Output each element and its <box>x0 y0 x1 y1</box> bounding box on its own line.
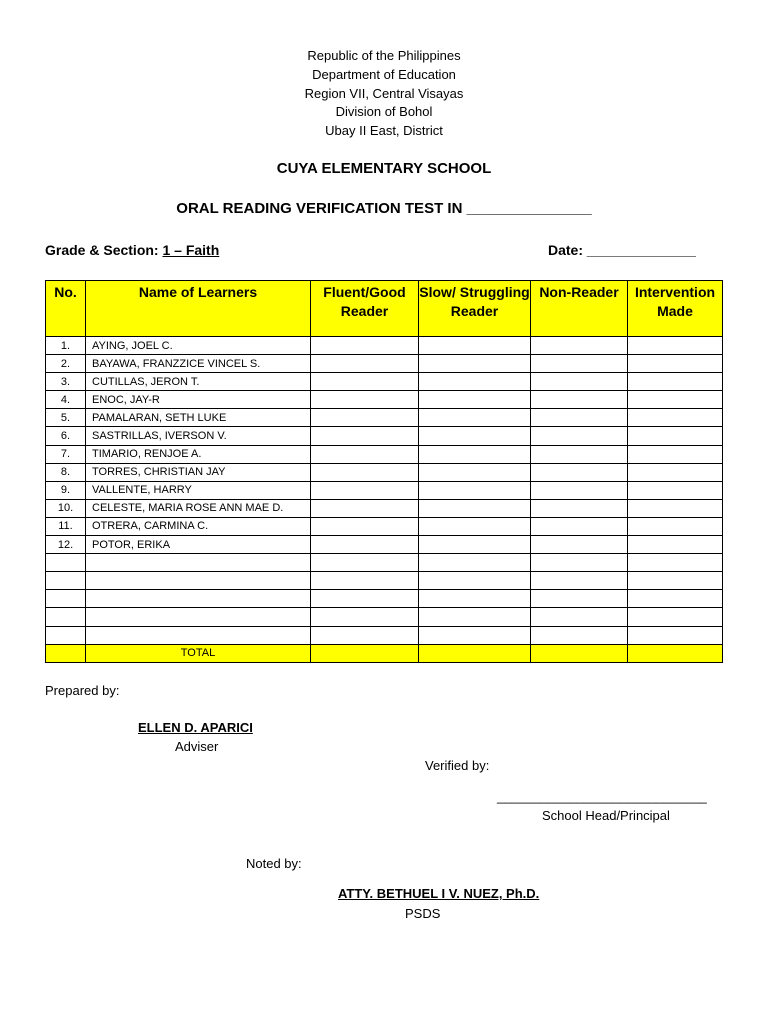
learner-name: SASTRILLAS, IVERSON V. <box>86 427 311 445</box>
row-number: 9. <box>46 481 86 499</box>
cell-non-reader <box>531 463 628 481</box>
table-header-row <box>46 281 723 337</box>
cell-intervention <box>628 536 723 554</box>
cell-non-reader <box>531 373 628 391</box>
cell-slow <box>419 517 531 535</box>
header-line-district: Ubay II East, District <box>325 123 443 139</box>
cell-slow <box>419 463 531 481</box>
cell-slow <box>419 572 531 590</box>
cell-fluent <box>311 608 419 626</box>
learner-name <box>86 590 311 608</box>
col-header-intervention: Intervention Made <box>628 281 723 337</box>
col-header-name: Name of Learners <box>86 281 311 337</box>
cell-slow <box>419 445 531 463</box>
total-label: TOTAL <box>86 644 311 662</box>
cell-intervention <box>628 554 723 572</box>
total-cell-non-reader <box>531 644 628 662</box>
table-row <box>46 463 723 481</box>
header-line-region: Region VII, Central Visayas <box>304 85 464 101</box>
grade-section-label: Grade & Section: <box>45 242 163 258</box>
cell-intervention <box>628 481 723 499</box>
table-row <box>46 608 723 626</box>
cell-intervention <box>628 391 723 409</box>
learner-name: POTOR, ERIKA <box>86 536 311 554</box>
cell-non-reader <box>531 626 628 644</box>
total-row <box>46 644 723 662</box>
row-number <box>46 554 86 572</box>
cell-fluent <box>311 355 419 373</box>
cell-non-reader <box>531 427 628 445</box>
cell-fluent <box>311 572 419 590</box>
school-head-role: School Head/Principal <box>542 808 670 823</box>
cell-non-reader <box>531 409 628 427</box>
adviser-role: Adviser <box>175 739 219 754</box>
learner-name <box>86 572 311 590</box>
row-number: 7. <box>46 445 86 463</box>
cell-non-reader <box>531 337 628 355</box>
cell-fluent <box>311 517 419 535</box>
cell-fluent <box>311 626 419 644</box>
cell-slow <box>419 499 531 517</box>
cell-fluent <box>311 409 419 427</box>
table-row <box>46 409 723 427</box>
cell-non-reader <box>531 391 628 409</box>
learner-name: TORRES, CHRISTIAN JAY <box>86 463 311 481</box>
header-line-division: Division of Bohol <box>335 104 433 120</box>
learner-name: CUTILLAS, JERON T. <box>86 373 311 391</box>
learner-name: OTRERA, CARMINA C. <box>86 517 311 535</box>
table-row <box>46 536 723 554</box>
row-number: 2. <box>46 355 86 373</box>
header-line-republic: Republic of the Philippines <box>307 48 461 63</box>
row-number: 12. <box>46 536 86 554</box>
noted-by-label: Noted by: <box>246 856 302 871</box>
learner-name: ENOC, JAY-R <box>86 391 311 409</box>
cell-intervention <box>628 463 723 481</box>
learner-name: BAYAWA, FRANZZICE VINCEL S. <box>86 355 311 373</box>
cell-non-reader <box>531 355 628 373</box>
col-header-slow: Slow/ Struggling Reader <box>419 281 531 337</box>
cell-intervention <box>628 427 723 445</box>
learners-table <box>45 280 723 663</box>
cell-intervention <box>628 373 723 391</box>
date-field: Date: ______________ <box>548 242 696 258</box>
table-row <box>46 590 723 608</box>
row-number <box>46 590 86 608</box>
cell-slow <box>419 481 531 499</box>
cell-intervention <box>628 590 723 608</box>
cell-intervention <box>628 409 723 427</box>
table-row <box>46 373 723 391</box>
learner-name: PAMALARAN, SETH LUKE <box>86 409 311 427</box>
cell-non-reader <box>531 572 628 590</box>
cell-non-reader <box>531 481 628 499</box>
learner-name: VALLENTE, HARRY <box>86 481 311 499</box>
col-header-fluent: Fluent/Good Reader <box>311 281 419 337</box>
row-number: 11. <box>46 517 86 535</box>
col-header-non-reader: Non-Reader <box>531 281 628 337</box>
row-number: 10. <box>46 499 86 517</box>
cell-fluent <box>311 481 419 499</box>
cell-slow <box>419 337 531 355</box>
cell-intervention <box>628 608 723 626</box>
cell-non-reader <box>531 554 628 572</box>
table-row <box>46 554 723 572</box>
cell-slow <box>419 391 531 409</box>
grade-section-value: 1 – Faith <box>162 242 220 258</box>
cell-slow <box>419 409 531 427</box>
cell-fluent <box>311 536 419 554</box>
adviser-name: ELLEN D. APARICI <box>138 720 253 735</box>
table-row <box>46 626 723 644</box>
cell-slow <box>419 536 531 554</box>
cell-intervention <box>628 626 723 644</box>
cell-fluent <box>311 337 419 355</box>
verified-by-label: Verified by: <box>425 758 490 773</box>
cell-slow <box>419 590 531 608</box>
grade-section <box>45 242 219 258</box>
total-cell-no <box>46 644 86 662</box>
school-head-signature-line: _____________________________ <box>497 789 707 804</box>
cell-slow <box>419 427 531 445</box>
total-cell-slow <box>419 644 531 662</box>
row-number <box>46 626 86 644</box>
learner-name: AYING, JOEL C. <box>86 337 311 355</box>
table-row <box>46 445 723 463</box>
table-row <box>46 499 723 517</box>
row-number <box>46 608 86 626</box>
psds-name: ATTY. BETHUEL I V. NUEZ, Ph.D. <box>338 886 540 901</box>
col-header-no: No. <box>46 281 86 337</box>
agency-header <box>0 47 768 141</box>
cell-non-reader <box>531 608 628 626</box>
total-cell-fluent <box>311 644 419 662</box>
cell-fluent <box>311 391 419 409</box>
row-number: 5. <box>46 409 86 427</box>
table-row <box>46 517 723 535</box>
cell-slow <box>419 355 531 373</box>
prepared-by-label: Prepared by: <box>45 683 120 698</box>
cell-intervention <box>628 355 723 373</box>
cell-slow <box>419 608 531 626</box>
table-row <box>46 337 723 355</box>
school-name: CUYA ELEMENTARY SCHOOL <box>276 160 492 177</box>
row-number: 4. <box>46 391 86 409</box>
row-number: 8. <box>46 463 86 481</box>
cell-fluent <box>311 427 419 445</box>
cell-fluent <box>311 554 419 572</box>
cell-non-reader <box>531 536 628 554</box>
cell-fluent <box>311 445 419 463</box>
psds-role: PSDS <box>405 906 441 921</box>
cell-intervention <box>628 517 723 535</box>
row-number: 6. <box>46 427 86 445</box>
cell-slow <box>419 373 531 391</box>
table-row <box>46 391 723 409</box>
cell-non-reader <box>531 445 628 463</box>
learner-name <box>86 626 311 644</box>
row-number: 3. <box>46 373 86 391</box>
table-row <box>46 572 723 590</box>
cell-fluent <box>311 373 419 391</box>
table-row <box>46 355 723 373</box>
table-row <box>46 427 723 445</box>
row-number: 1. <box>46 337 86 355</box>
test-title: ORAL READING VERIFICATION TEST IN _______________ <box>176 200 592 217</box>
cell-slow <box>419 626 531 644</box>
total-cell-intervention <box>628 644 723 662</box>
learner-name <box>86 608 311 626</box>
learner-name: CELESTE, MARIA ROSE ANN MAE D. <box>86 499 311 517</box>
table-row <box>46 481 723 499</box>
header-line-department: Department of Education <box>312 66 456 82</box>
learner-name <box>86 554 311 572</box>
cell-non-reader <box>531 517 628 535</box>
learner-name: TIMARIO, RENJOE A. <box>86 445 311 463</box>
cell-fluent <box>311 463 419 481</box>
cell-non-reader <box>531 499 628 517</box>
cell-intervention <box>628 572 723 590</box>
row-number <box>46 572 86 590</box>
cell-slow <box>419 554 531 572</box>
cell-intervention <box>628 499 723 517</box>
cell-intervention <box>628 445 723 463</box>
cell-intervention <box>628 337 723 355</box>
cell-fluent <box>311 499 419 517</box>
cell-non-reader <box>531 590 628 608</box>
cell-fluent <box>311 590 419 608</box>
